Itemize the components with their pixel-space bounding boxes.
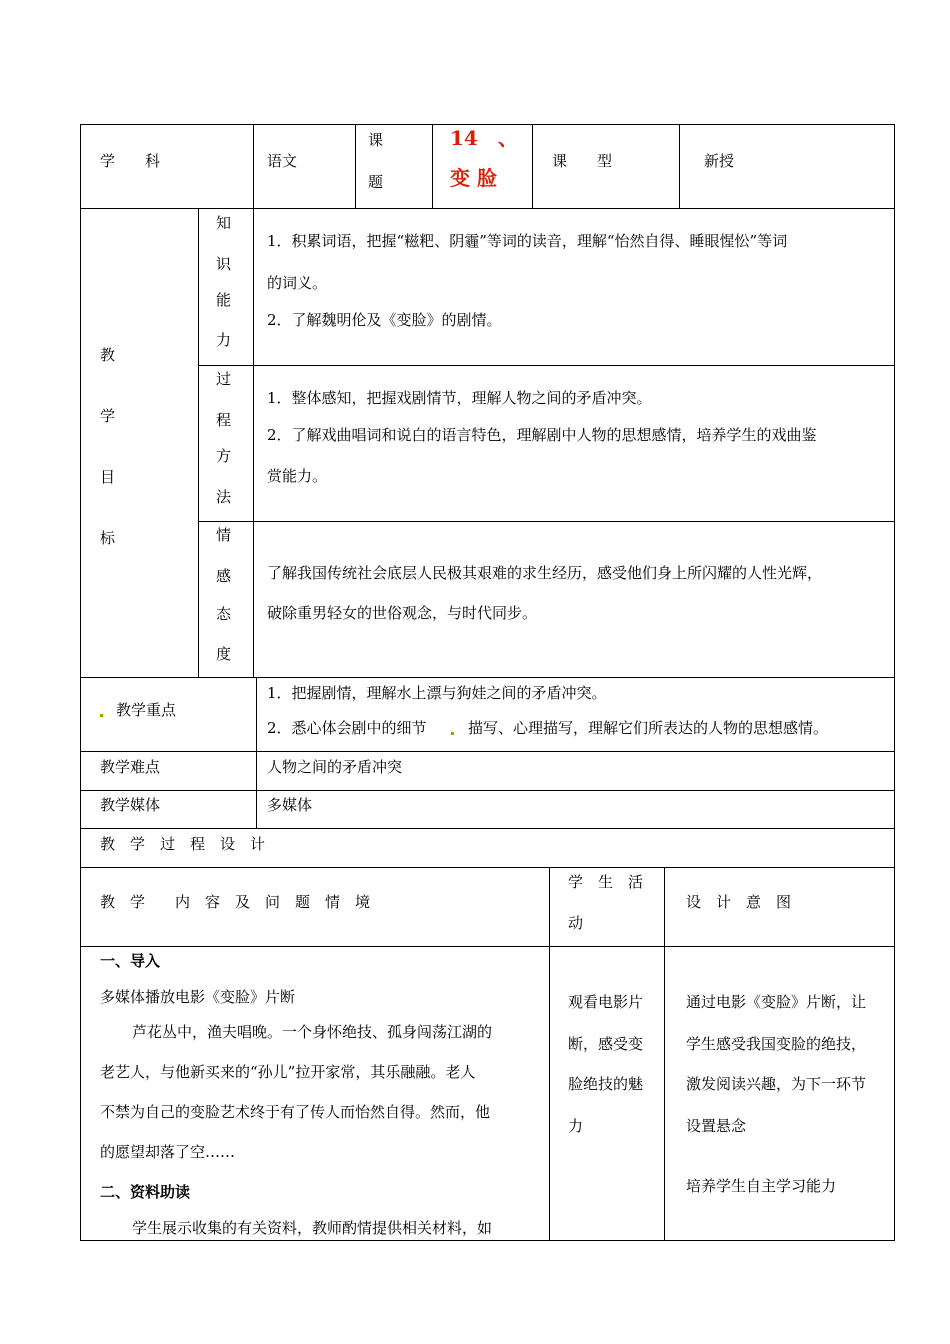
row-divider xyxy=(80,751,895,752)
type-value: 新授 xyxy=(704,152,735,170)
col-divider xyxy=(355,124,356,208)
difficulty-label: 教学难点 xyxy=(100,758,161,776)
table-border-bottom xyxy=(80,1240,895,1241)
topic-value-number: 14 、 xyxy=(450,126,518,150)
emotion-line-2: 破除重男轻女的世俗观念，与时代同步。 xyxy=(267,604,538,622)
marker-dot xyxy=(451,732,454,735)
type-label: 课 型 xyxy=(552,152,613,170)
knowledge-line-2: 的词义。 xyxy=(267,274,328,292)
topic-value-title: 变 脸 xyxy=(450,166,497,190)
row-divider xyxy=(80,677,895,678)
activity-line-4: 力 xyxy=(568,1117,584,1135)
knowledge-line-1: 1．积累词语，把握“糍粑、阴霾”等词的读音，理解“怡然自得、睡眼惺忪”等词 xyxy=(267,232,788,250)
column-header-activity-2: 动 xyxy=(568,914,584,932)
emotion-line-1: 了解我国传统社会底层人民极其艰难的求生经历，感受他们身上所闪耀的人性光辉， xyxy=(267,564,823,582)
knowledge-line-3: 2．了解魏明伦及《变脸》的剧情。 xyxy=(267,311,502,329)
section-1-line-1: 多媒体播放电影《变脸》片断 xyxy=(100,988,296,1006)
row-divider xyxy=(80,790,895,791)
key-points-line-2b: 描写、心理描写，理解它们所表达的人物的思想感情。 xyxy=(468,719,829,737)
activity-line-2: 断，感受变 xyxy=(568,1035,644,1053)
media-value: 多媒体 xyxy=(267,796,313,814)
para-1-line-2: 老艺人，与他新买来的“孙儿”拉开家常，其乐融融。老人 xyxy=(100,1063,476,1081)
col-divider xyxy=(532,124,533,208)
col-divider xyxy=(198,208,199,678)
activity-line-3: 脸绝技的魅 xyxy=(568,1075,644,1093)
para-1-line-1: 芦花丛中，渔夫唱晚。一个身怀绝技、孤身闯荡江湖的 xyxy=(132,1023,493,1041)
media-label: 教学媒体 xyxy=(100,796,161,814)
row-divider xyxy=(80,208,895,209)
column-header-intent: 设 计 意 图 xyxy=(686,893,792,911)
col-divider xyxy=(256,677,257,828)
knowledge-label-4: 力 xyxy=(216,331,232,349)
emotion-label-1: 情 xyxy=(216,526,232,544)
row-divider xyxy=(80,828,895,829)
knowledge-label-1: 知 xyxy=(216,214,232,232)
objectives-label-4: 标 xyxy=(100,529,116,547)
difficulty-value: 人物之间的矛盾冲突 xyxy=(267,758,403,776)
para-2-line-1: 学生展示收集的有关资料，教师酌情提供相关材料，如 xyxy=(132,1219,493,1237)
row-divider xyxy=(80,867,895,868)
emotion-label-4: 度 xyxy=(216,645,232,663)
key-points-line-2a: 2．悉心体会剧中的细节 xyxy=(267,719,427,737)
row-divider xyxy=(198,365,895,366)
objectives-label-1: 教 xyxy=(100,346,116,364)
intent-line-5: 培养学生自主学习能力 xyxy=(686,1177,837,1195)
process-line-1: 1．整体感知，把握戏剧情节，理解人物之间的矛盾冲突。 xyxy=(267,389,652,407)
process-line-2: 2．了解戏曲唱词和说白的语言特色，理解剧中人物的思想感情，培养学生的戏曲鉴 xyxy=(267,426,817,444)
col-divider xyxy=(664,867,665,1241)
key-points-label: 教学重点 xyxy=(116,701,177,719)
process-label-1: 过 xyxy=(216,370,232,388)
col-divider xyxy=(549,867,550,1241)
intent-line-4: 设置悬念 xyxy=(686,1117,747,1135)
knowledge-label-2: 识 xyxy=(216,255,232,273)
row-divider xyxy=(198,521,895,522)
process-label-4: 法 xyxy=(216,488,232,506)
marker-dot xyxy=(100,714,103,717)
process-design-label: 教 学 过 程 设 计 xyxy=(100,835,266,853)
intent-line-3: 激发阅读兴趣，为下一环节 xyxy=(686,1075,867,1093)
key-points-line-1: 1．把握剧情，理解水上漂与狗娃之间的矛盾冲突。 xyxy=(267,684,607,702)
col-divider xyxy=(253,208,254,678)
table-border-left xyxy=(80,124,81,1241)
section-2-title: 二、资料助读 xyxy=(100,1183,191,1201)
col-divider xyxy=(432,124,433,208)
row-divider xyxy=(80,946,895,947)
emotion-label-3: 态 xyxy=(216,605,232,623)
knowledge-label-3: 能 xyxy=(216,291,232,309)
col-divider xyxy=(679,124,680,208)
col-divider xyxy=(253,124,254,208)
intent-line-1: 通过电影《变脸》片断，让 xyxy=(686,993,867,1011)
objectives-label-3: 目 xyxy=(100,468,116,486)
intent-line-2: 学生感受我国变脸的绝技， xyxy=(686,1035,867,1053)
topic-label-2: 题 xyxy=(368,173,384,191)
table-border-right xyxy=(894,124,895,1241)
subject-label: 学 科 xyxy=(100,152,161,170)
para-1-line-4: 的愿望却落了空…… xyxy=(100,1143,236,1161)
topic-label-1: 课 xyxy=(368,131,384,149)
section-1-title: 一、导入 xyxy=(100,952,161,970)
activity-line-1: 观看电影片 xyxy=(568,993,644,1011)
para-1-line-3: 不禁为自己的变脸艺术终于有了传人而怡然自得。然而，他 xyxy=(100,1103,491,1121)
column-header-activity-1: 学 生 活 xyxy=(568,873,644,891)
objectives-label-2: 学 xyxy=(100,407,116,425)
subject-value: 语文 xyxy=(267,152,298,170)
table-border-top xyxy=(80,124,895,125)
emotion-label-2: 感 xyxy=(216,567,232,585)
process-label-3: 方 xyxy=(216,447,232,465)
process-line-3: 赏能力。 xyxy=(267,467,328,485)
process-label-2: 程 xyxy=(216,411,232,429)
column-header-content: 教 学 内 容 及 问 题 情 境 xyxy=(100,893,371,911)
